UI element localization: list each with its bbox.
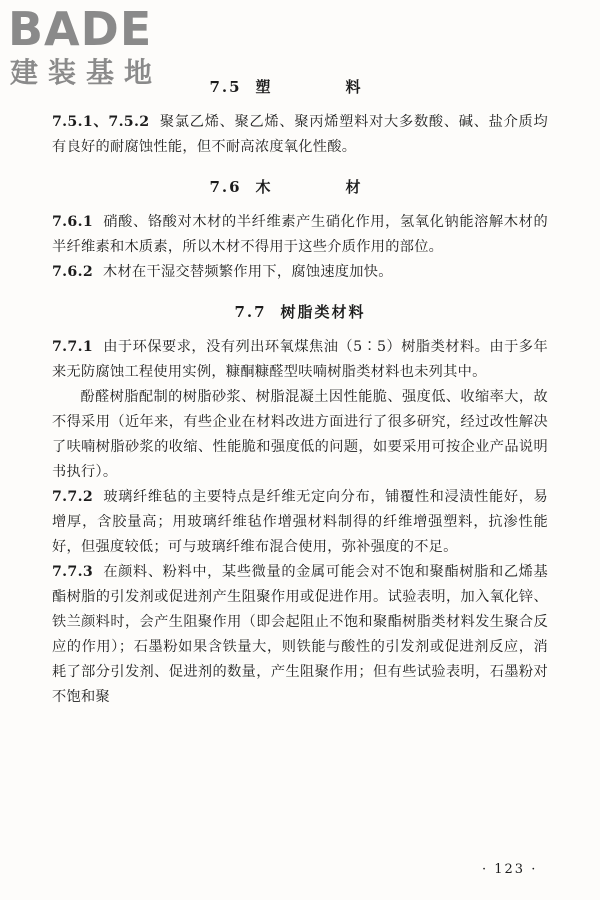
section-title: 塑 料: [255, 78, 391, 96]
clause-text: 木材在干湿交替频繁作用下，腐蚀速度加快。: [103, 264, 393, 280]
clause-7-5-1: [52, 110, 548, 160]
section-heading-7-7: [52, 299, 548, 325]
clause-number: 7.7.1: [52, 339, 93, 355]
section-number: 7.7: [234, 303, 267, 321]
section-title: 树脂类材料: [280, 303, 366, 321]
clause-text: 由于环保要求，没有列出环氧煤焦油（5∶5）树脂类材料。由于多年来无防腐蚀工程使用实例，糠酮糠醛型呋喃树脂类材料也未列其中。: [52, 339, 548, 380]
clause-number: 7.6.1: [52, 214, 93, 230]
clause-7-7-1-continued: [52, 385, 548, 485]
clause-7-7-3: [52, 560, 548, 710]
section-number: 7.5: [209, 78, 242, 96]
clause-text: 在颜料、粉料中，某些微量的金属可能会对不饱和聚酯树脂和乙烯基酯树脂的引发剂或促进剂产生阻聚作用或促进作用。试验表明，加入氧化锌、铁兰颜料时，会产生阻聚作用（即会起阻止不饱和聚酯树脂类材料发生聚合反应的作用）；石墨粉如果含铁量大，则铁能与酸性的引发剂或促进剂反应，消耗了部分引发剂、促进剂的数量，产生阻聚作用；但有些试验表明，石墨粉对不饱和聚: [52, 564, 548, 705]
clause-7-7-2: [52, 485, 548, 560]
clause-number: 7.7.2: [52, 489, 93, 505]
page-number: · 123 ·: [482, 862, 538, 877]
section-title: 木 材: [255, 178, 391, 196]
clause-number: 7.7.3: [52, 564, 93, 580]
clause-text: 硝酸、铬酸对木材的半纤维素产生硝化作用，氢氧化钠能溶解木材的半纤维素和木质素，所以木材不得用于这些介质作用的部位。: [52, 214, 548, 255]
section-number: 7.6: [209, 178, 242, 196]
clause-text: 玻璃纤维毡的主要特点是纤维无定向分布，铺覆性和浸渍性能好，易增厚，含胶量高；用玻璃纤维毡作增强材料制得的纤维增强塑料，抗渗性能好，但强度较低；可与玻璃纤维布混合使用，弥补强度的不足。: [52, 489, 548, 555]
clause-text: 酚醛树脂配制的树脂砂浆、树脂混凝土因性能脆、强度低、收缩率大，故不得采用（近年来，有些企业在材料改进方面进行了很多研究，经过改性解决了呋喃树脂砂浆的收缩、性能脆和强度低的问题，如要采用可按企业产品说明书执行）。: [52, 389, 548, 480]
clause-number: 7.6.2: [52, 264, 93, 280]
section-heading-7-6: [52, 174, 548, 200]
document-page: [52, 74, 548, 710]
clause-number: 7.5.1、7.5.2: [52, 114, 150, 130]
clause-text: 聚氯乙烯、聚乙烯、聚丙烯塑料对大多数酸、碱、盐介质均有良好的耐腐蚀性能，但不耐高浓度氧化性酸。: [52, 114, 548, 155]
clause-7-6-2: [52, 260, 548, 285]
logo-wordmark: BADE: [8, 2, 153, 56]
clause-7-7-1: [52, 335, 548, 385]
clause-7-6-1: [52, 210, 548, 260]
section-heading-7-5: [52, 74, 548, 100]
logo-subtitle: 建装基地: [10, 56, 163, 89]
